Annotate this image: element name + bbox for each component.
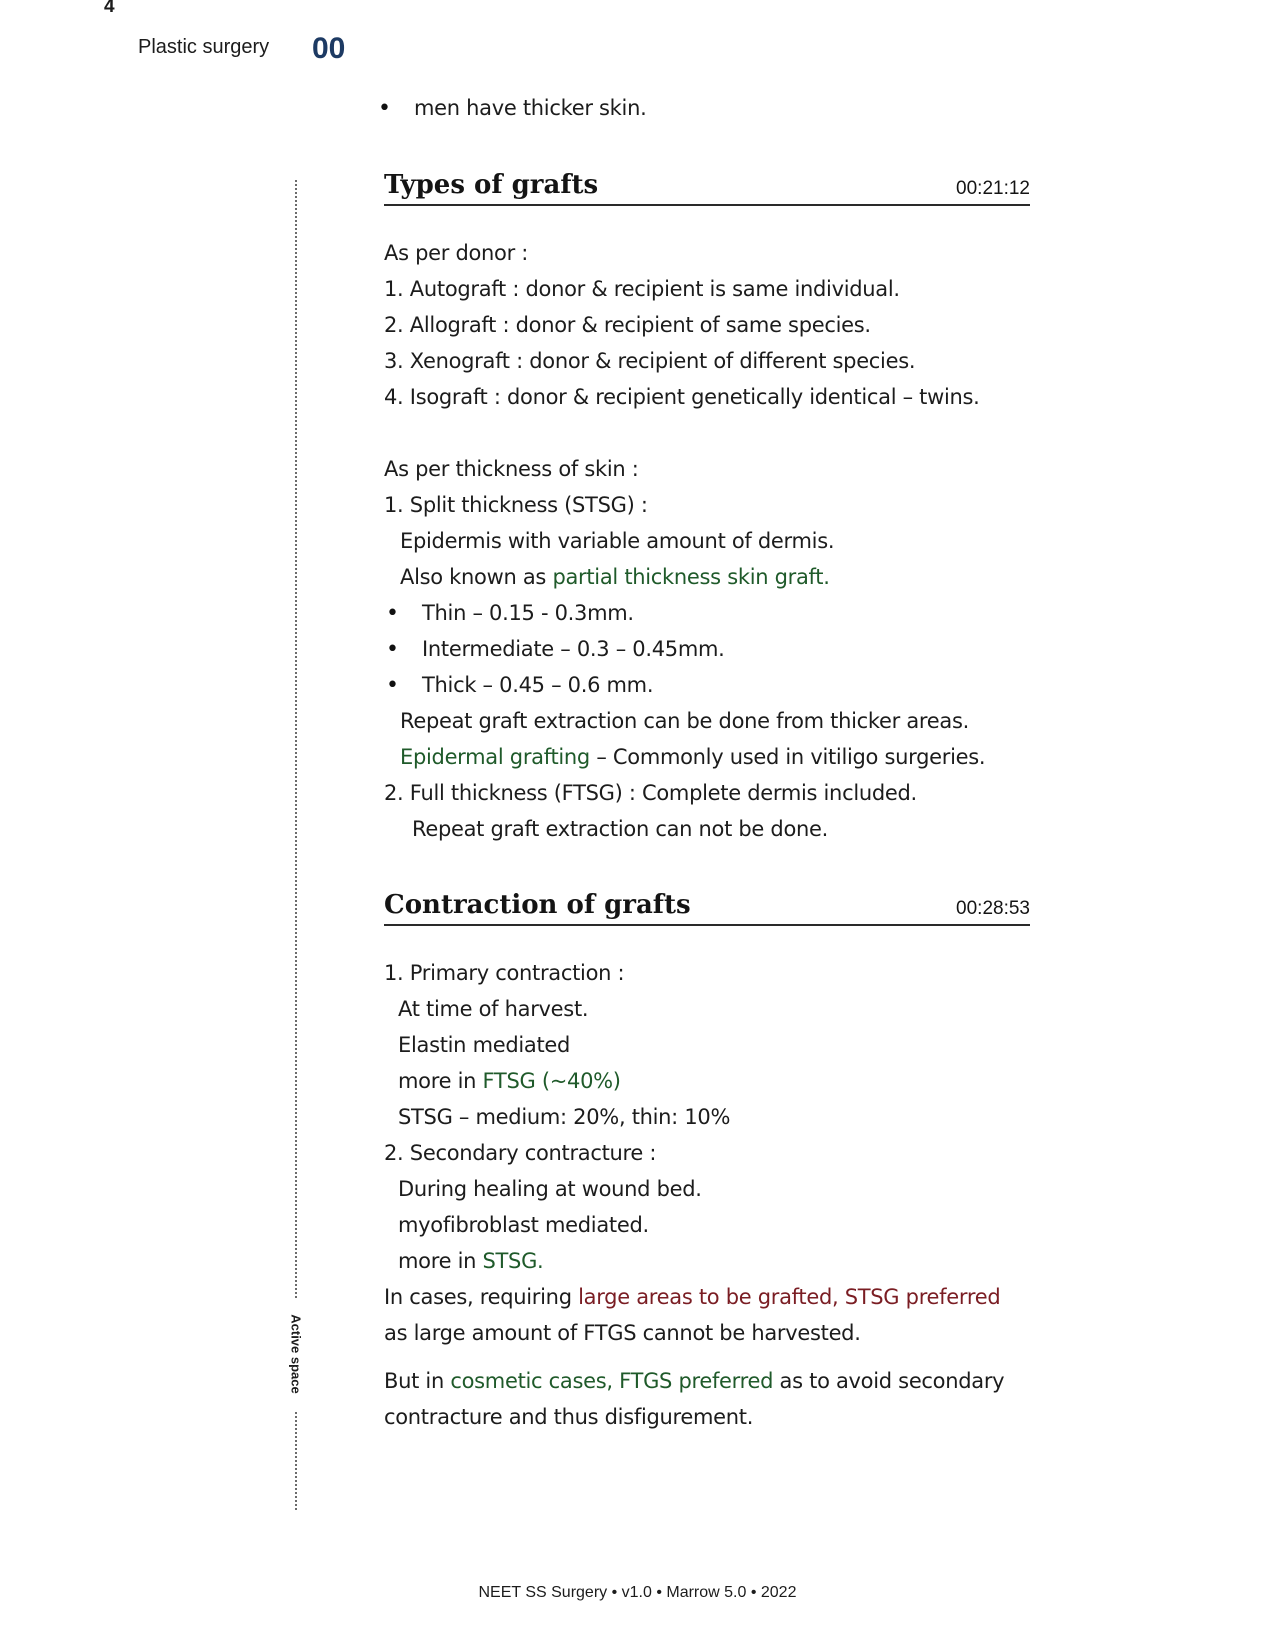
full-thickness-heading: 2. Full thickness (FTSG) : Complete dermis included. [384, 781, 917, 805]
cosmetic-prefix: But in [384, 1369, 451, 1393]
chapter-number: 00 [312, 32, 346, 65]
cosmetic-cases-line: contracture and thus disfigurement. [384, 1405, 754, 1429]
partial-thickness-highlight: partial thickness skin graft. [552, 565, 830, 589]
section-timestamp: 00:28:53 [956, 898, 1030, 919]
large-areas-line: as large amount of FTGS cannot be harvested. [384, 1321, 861, 1345]
cosmetic-highlight: cosmetic cases, FTGS preferred [450, 1369, 774, 1393]
secondary-line-prefix: more in [398, 1249, 483, 1273]
donor-item: 1. Autograft : donor & recipient is same individual. [384, 277, 900, 301]
secondary-line: myofibroblast mediated. [398, 1213, 649, 1237]
secondary-contracture-heading: 2. Secondary contracture : [384, 1141, 657, 1165]
split-line-prefix: Also known as [400, 565, 553, 589]
cosmetic-cases-line [384, 1369, 1004, 1393]
epidermal-grafting-line [400, 745, 985, 769]
subject-title: Plastic surgery [138, 36, 270, 58]
primary-line [398, 1069, 621, 1093]
donor-item: 4. Isograft : donor & recipient genetically identical – twins. [384, 385, 980, 409]
large-areas-prefix: In cases, requiring [384, 1285, 579, 1309]
section-heading-types-of-grafts [384, 168, 1030, 206]
full-thickness-line: Repeat graft extraction can not be done. [412, 817, 828, 841]
active-space-label: Active space [288, 1314, 304, 1394]
thickness-bullet: • Thick – 0.45 – 0.6 mm. [422, 673, 653, 697]
section-heading-contraction-of-grafts [384, 888, 1030, 926]
donor-heading: As per donor : [384, 241, 529, 265]
page-footer: NEET SS Surgery • v1.0 • Marrow 5.0 • 2022 [478, 1584, 797, 1601]
donor-item: 2. Allograft : donor & recipient of same species. [384, 313, 871, 337]
intro-bullet: • men have thicker skin. [414, 96, 646, 120]
epidermal-highlight: Epidermal grafting [400, 745, 590, 769]
primary-line-prefix: more in [398, 1069, 483, 1093]
section-timestamp: 00:21:12 [956, 178, 1030, 199]
donor-item: 3. Xenograft : donor & recipient of different species. [384, 349, 916, 373]
thickness-bullet: • Thin – 0.15 - 0.3mm. [422, 601, 634, 625]
large-areas-highlight: large areas to be grafted, STSG preferred [578, 1285, 1001, 1309]
ftsg-highlight: FTSG (~40%) [482, 1069, 621, 1093]
large-areas-line [384, 1285, 1000, 1309]
section-title: Types of grafts [384, 170, 599, 200]
secondary-line [398, 1249, 543, 1273]
split-line [400, 565, 830, 589]
section-title: Contraction of grafts [384, 890, 691, 920]
cosmetic-rest: as to avoid secondary [773, 1369, 1005, 1393]
stsg-highlight: STSG. [482, 1249, 544, 1273]
primary-contraction-heading: 1. Primary contraction : [384, 961, 625, 985]
primary-line: Elastin mediated [398, 1033, 571, 1057]
primary-line: STSG – medium: 20%, thin: 10% [398, 1105, 731, 1129]
split-thickness-heading: 1. Split thickness (STSG) : [384, 493, 648, 517]
thickness-heading: As per thickness of skin : [384, 457, 639, 481]
primary-line: At time of harvest. [398, 997, 589, 1021]
split-line: Epidermis with variable amount of dermis. [400, 529, 835, 553]
page-number: 4 [104, 0, 115, 17]
repeat-graft-line: Repeat graft extraction can be done from thicker areas. [400, 709, 969, 733]
thickness-bullet: • Intermediate – 0.3 – 0.45mm. [422, 637, 725, 661]
secondary-line: During healing at wound bed. [398, 1177, 702, 1201]
epidermal-rest: – Commonly used in vitiligo surgeries. [589, 745, 986, 769]
